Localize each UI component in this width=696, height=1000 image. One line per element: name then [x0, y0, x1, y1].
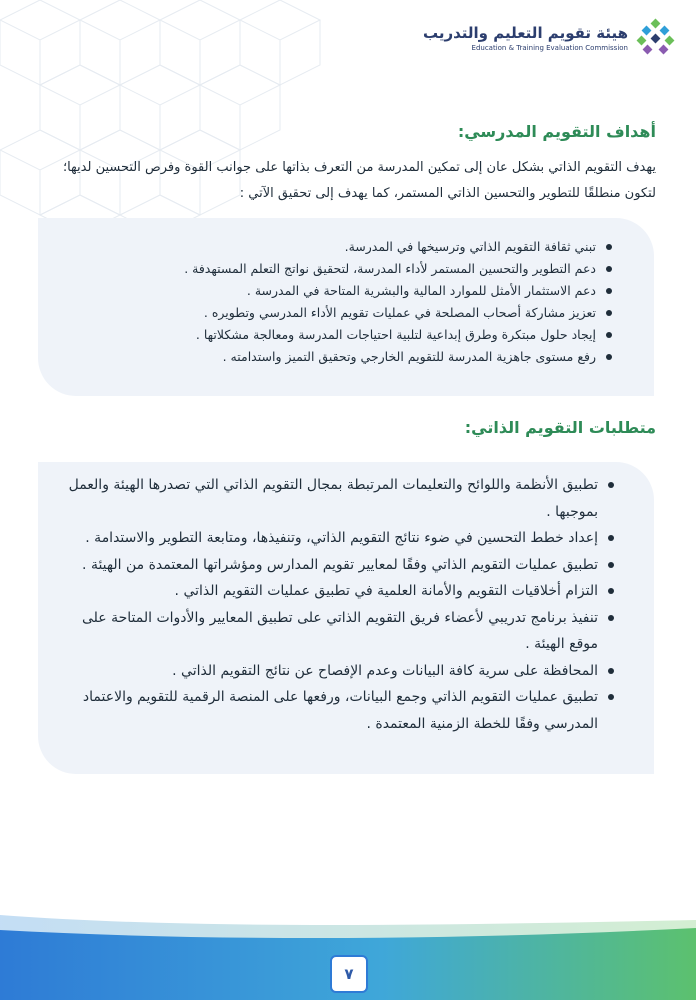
list-item: تطبيق عمليات التقويم الذاتي وجمع البيانات، ورفعها على المنصة الرقمية للتقويم والاعتماد المدرسي وفقًا للخطة الزمنية المعتمدة . [60, 684, 616, 737]
list-item: المحافظة على سرية كافة البيانات وعدم الإفصاح عن نتائج التقويم الذاتي . [60, 658, 616, 685]
requirements-box [38, 462, 654, 774]
requirements-list [60, 472, 616, 737]
list-item: دعم الاستثمار الأمثل للموارد المالية والبشرية المتاحة في المدرسة . [58, 280, 614, 302]
org-name-arabic: هيئة تقويم التعليم والتدريب [422, 24, 628, 42]
list-item: دعم التطوير والتحسين المستمر لأداء المدرسة، لتحقيق نواتج التعلم المستهدفة . [58, 258, 614, 280]
org-logo-text [423, 24, 628, 52]
org-logo [423, 18, 676, 58]
org-name-english: Education & Training Evaluation Commission [471, 44, 628, 52]
list-item: إعداد خطط التحسين في ضوء نتائج التقويم الذاتي، وتنفيذها، ومتابعة التطوير والاستدامة . [60, 525, 616, 552]
page-number: ٧ [330, 955, 368, 993]
goals-list [58, 236, 614, 368]
list-item: تبني ثقافة التقويم الذاتي وترسيخها في المدرسة. [58, 236, 614, 258]
list-item: تطبيق الأنظمة واللوائح والتعليمات المرتبطة بمجال التقويم الذاتي التي تصدرها الهيئة والعمل بموجبها . [60, 472, 616, 525]
list-item: تعزيز مشاركة أصحاب المصلحة في عمليات تقويم الأداء المدرسي وتطويره . [58, 302, 614, 324]
goals-intro-paragraph: يهدف التقويم الذاتي بشكل عان إلى تمكين المدرسة من التعرف بذاتها على جوانب القوة وفرص التحسين لديها؛ لتكون منطلقًا للتطوير والتحسين الذاتي المستمر، كما يهدف إلى تحقيق الآتي : [62, 160, 656, 201]
list-item: التزام أخلاقيات التقويم والأمانة العلمية في تطبيق عمليات التقويم الذاتي . [60, 578, 616, 605]
goals-box [38, 218, 654, 396]
list-item: رفع مستوى جاهزية المدرسة للتقويم الخارجي وتحقيق التميز واستدامته . [58, 346, 614, 368]
list-item: تنفيذ برنامج تدريبي لأعضاء فريق التقويم الذاتي على تطبيق المعايير والأدوات المتاحة على موقع الهيئة . [60, 605, 616, 658]
list-item: تطبيق عمليات التقويم الذاتي وفقًا لمعايير تقويم المدارس ومؤشراتها المعتمدة من الهيئة . [60, 552, 616, 579]
section-heading-requirements: متطلبات التقويم الذاتي: [464, 418, 656, 437]
org-emblem-icon [636, 18, 676, 58]
section-heading-goals: أهداف التقويم المدرسي: [457, 122, 656, 141]
list-item: إيجاد حلول مبتكرة وطرق إبداعية لتلبية احتياجات المدرسة ومعالجة مشكلاتها . [58, 324, 614, 346]
